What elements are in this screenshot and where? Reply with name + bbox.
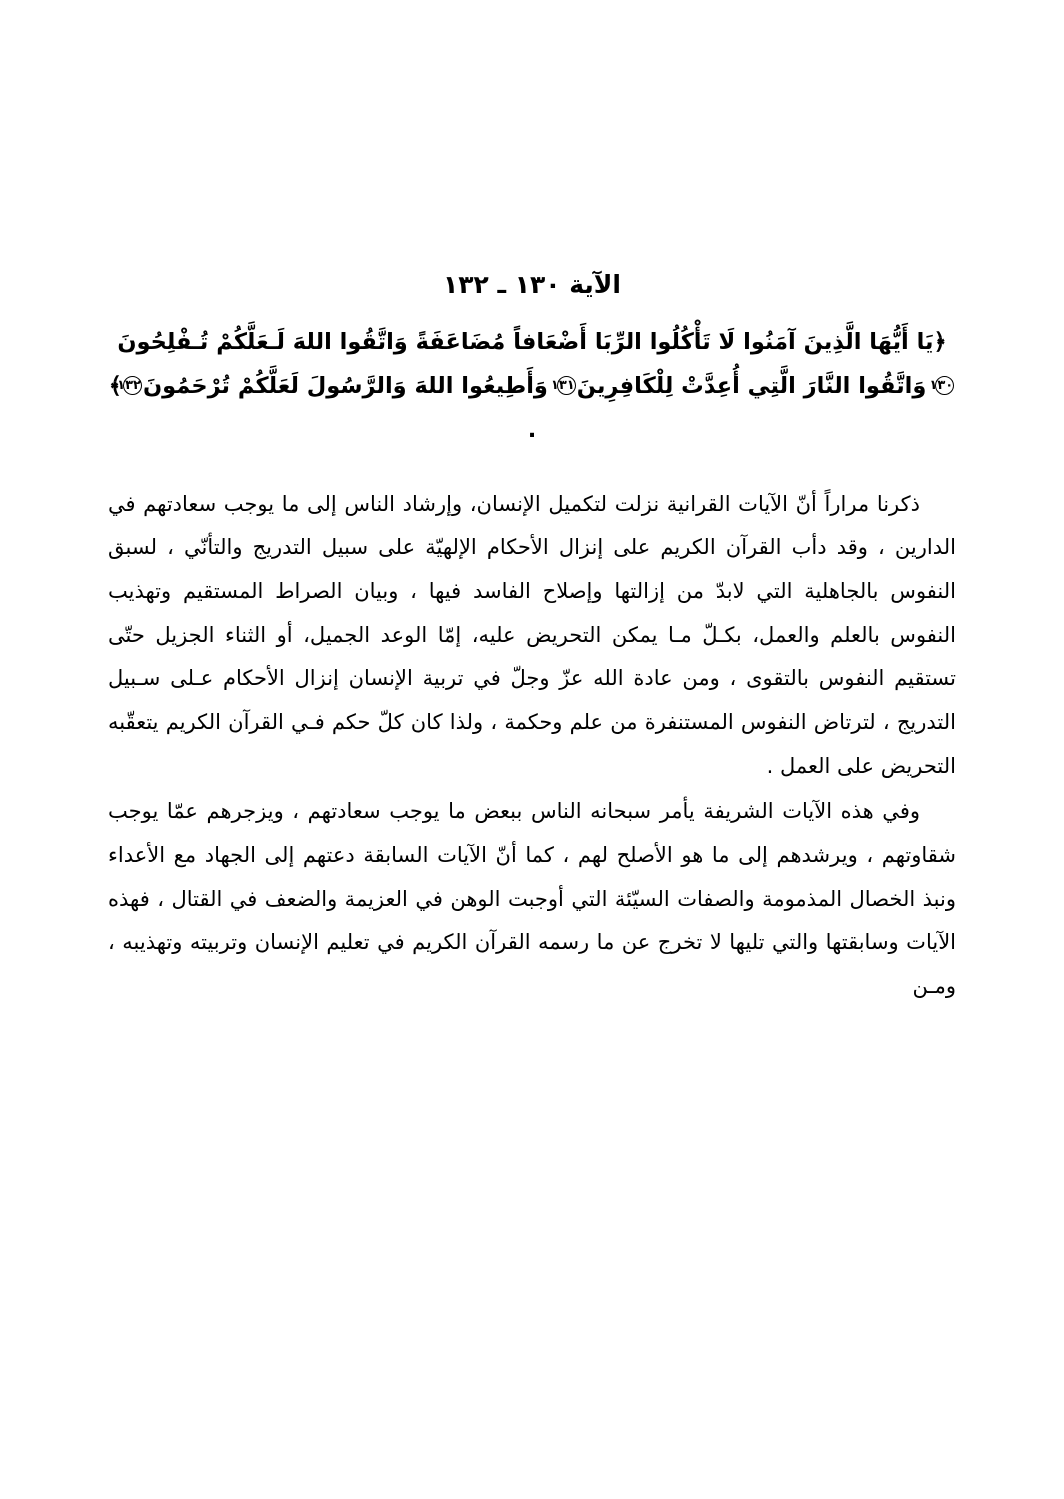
quran-line-1: يَا أَيُّهَا الَّذِينَ آمَنُوا لَا تَأْكُلُوا الرِّبَا أَضْعَافاً مُضَاعَفَةً وَاتَّقُوا اللهَ لَـعَلَّكُمْ تُـفْلِحُونَ: [117, 329, 934, 355]
quote-close-bracket: ﴾: [108, 372, 122, 399]
ayah-number-132: ١٣٢: [117, 377, 141, 393]
body-text: [108, 483, 956, 1009]
ayah-number-131: ١٣١: [550, 377, 575, 393]
quran-line-2b: وَأَطِيعُوا اللهَ وَالرَّسُولَ لَعَلَّكُمْ تُرْحَمُونَ: [142, 372, 548, 399]
quran-passage: [108, 321, 956, 453]
paragraph-1: ذكرنا مراراً أنّ الآيات القرانية نزلت لتكميل الإنسان، وإرشاد الناس إلى ما يوجب سعادتهم في الدارين ، وقد دأب القرآن الكريم على إنزال الأحكام الإلهيّة على سبيل التدريج والتأنّي ، لسبق النفوس بالجاهلية التي لابدّ من إزالتها وإصلاح الفاسد فيها ، وبيان الصراط المستقيم وتهذيب النفوس بالعلم والعمل، بكـلّ مـا يمكن التحريض عليه، إمّا الوعد الجميل، أو الثناء الجزيل حتّى تستقيم النفوس بالتقوى ، ومن عادة الله عزّ وجلّ في تربية الإنسان إنزال الأحكام عـلى سـبيل التدريج ، لترتاض النفوس المستنفرة من علم وحكمة ، ولذا كان كلّ حكم فـي القرآن الكريم يتعقّبه التحريض على العمل .: [108, 491, 956, 778]
quote-open-bracket: ﴿: [933, 329, 947, 355]
page-heading: الآية ١٣٠ ـ ١٣٢: [443, 270, 621, 299]
quran-line-2a: وَاتَّقُوا النَّارَ الَّتِي أُعِدَّتْ لِلْكَافِرِينَ: [576, 372, 927, 399]
trailing-period: .: [527, 416, 537, 443]
paragraph-2: وفي هذه الآيات الشريفة يأمر سبحانه الناس ببعض ما يوجب سعادتهم ، ويزجرهم عمّا يوجب شقاوتهم ، ويرشدهم إلى ما هو الأصلح لهم ، كما أنّ الآيات السابقة دعتهم إلى الجهاد مع الأعداء ونبذ الخصال المذمومة والصفات السيّئة التي أوجبت الوهن في العزيمة والضعف في القتال ، فهذه الآيات وسابقتها والتي تليها لا تخرج عن ما رسمه القرآن الكريم في تعليم الإنسان وتربيته وتهذيبه ، ومـن: [108, 799, 956, 999]
ayah-number-130: ١٣٠: [929, 377, 954, 393]
